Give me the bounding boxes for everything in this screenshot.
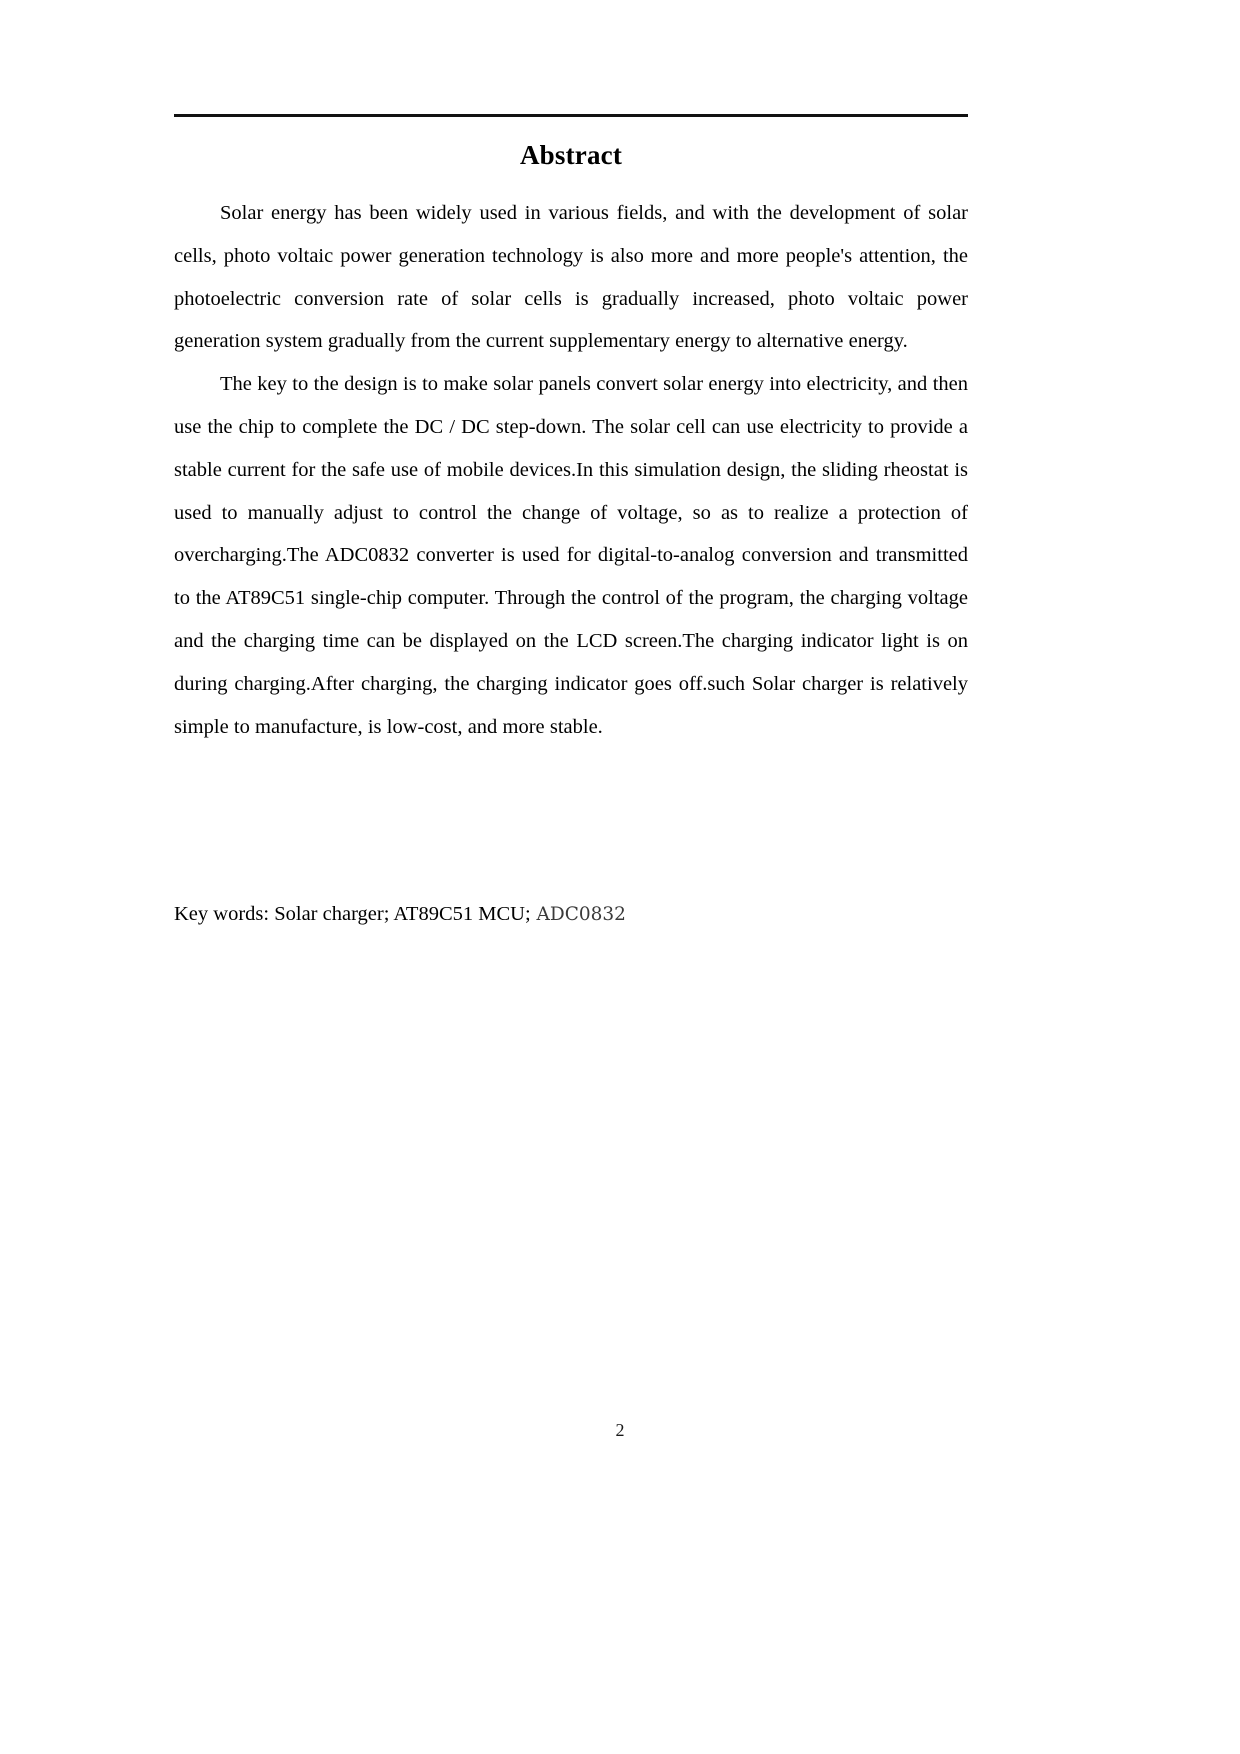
keywords-line (174, 893, 968, 937)
page-title: Abstract (519, 140, 623, 170)
abstract-body (174, 192, 968, 748)
abstract-paragraph-1: Solar energy has been widely used in various fields, and with the development of solar cells, photo voltaic power generation technology is also more and more people's attention, the photoelectric conversion rate of solar cells is gradually increased, photo voltaic power generation system gradually from the current supplementary energy to alternative energy. (174, 202, 968, 353)
keywords-terms: Solar charger; AT89C51 MCU; (269, 903, 531, 925)
page-number: 2 (615, 1420, 625, 1440)
abstract-paragraph-2: The key to the design is to make solar panels convert solar energy into electricity, and then use the chip to complete the DC / DC step-down. The solar cell can use electricity to provide a stable current for the safe use of mobile devices.In this simulation design, the sliding rheostat is used to manually adjust to control the change of voltage, so as to realize a protection of overcharging.The ADC0832 converter is used for digital-to-analog conversion and transmitted to the AT89C51 single-chip computer. Through the control of the program, the charging voltage and the charging time can be displayed on the LCD screen.The charging indicator light is on during charging.After charging, the charging indicator goes off.such Solar charger is relatively simple to manufacture, is low-cost, and more stable. (174, 373, 968, 738)
keywords-label: Key words: (174, 903, 270, 925)
keywords-term-adc0832: ADC0832 (530, 904, 626, 925)
header-divider-rule (174, 114, 968, 117)
